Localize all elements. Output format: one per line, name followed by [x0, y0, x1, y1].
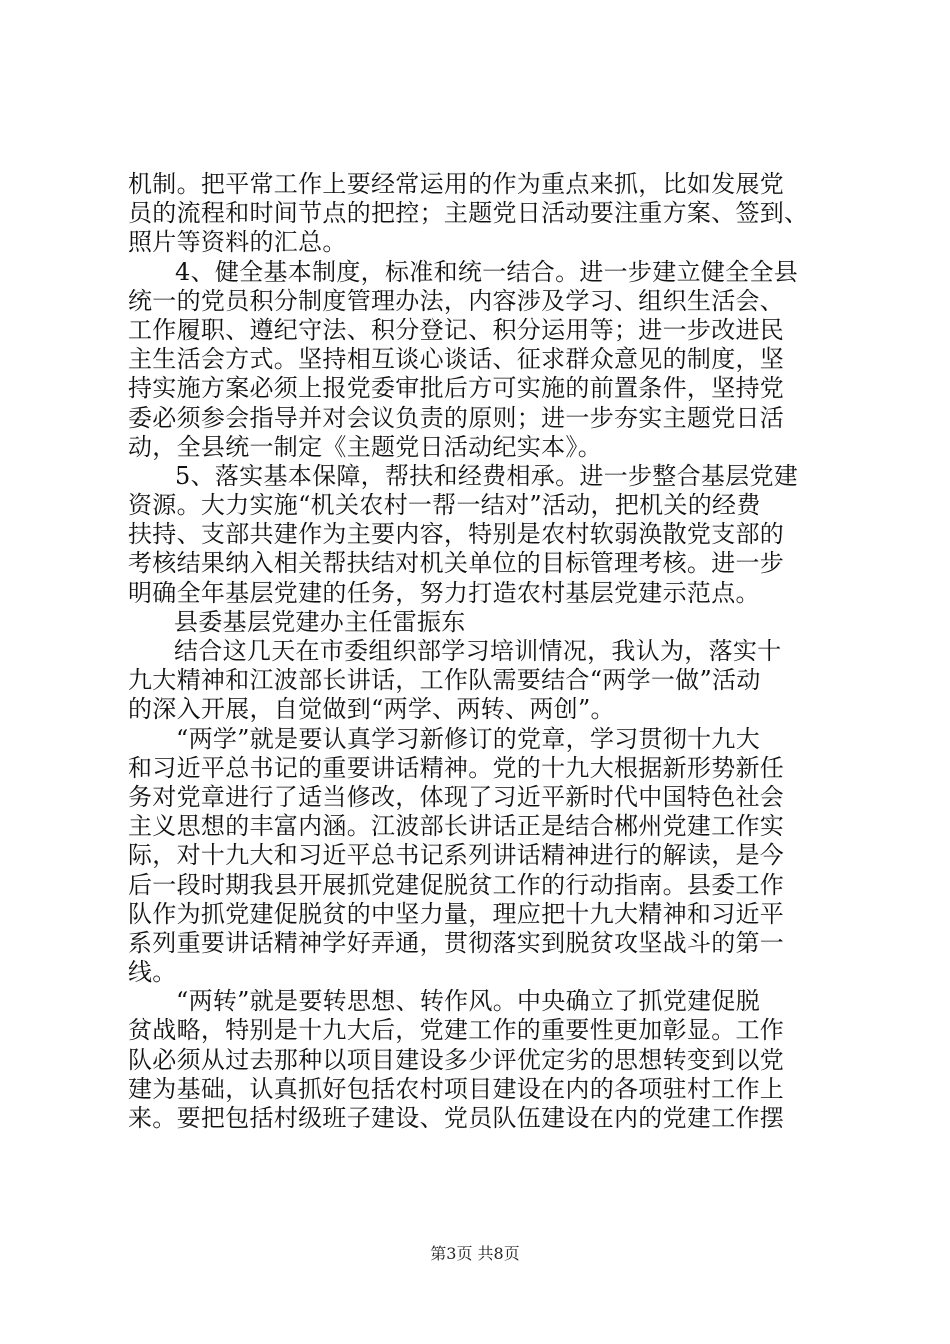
speaker-heading: 县委基层党建办主任雷振东 — [174, 607, 466, 636]
paragraph-start-line: 4、健全基本制度，标准和统一结合。进一步建立健全全县 — [175, 257, 799, 286]
text-line: 主生活会方式。坚持相互谈心谈话、征求群众意见的制度，坚 — [128, 345, 785, 374]
text-line: 扶持、支部共建作为主要内容，特别是农村软弱涣散党支部的 — [128, 520, 785, 549]
paragraph-start-line: 结合这几天在市委组织部学习培训情况，我认为，落实十 — [174, 637, 782, 665]
text-line: 队作为抓党建促脱贫的中坚力量，理应把十九大精神和习近平 — [128, 899, 785, 928]
paragraph-start-line: 5、落实基本保障，帮扶和经费相承。进一步整合基层党建 — [175, 461, 799, 490]
text-line: 主义思想的丰富内涵。江波部长讲话正是结合郴州党建工作实 — [128, 812, 785, 841]
paragraph-start-line: “两学”就是要认真学习新修订的党章，学习贯彻十九大 — [176, 724, 761, 753]
text-line: 照片等资料的汇总。 — [128, 228, 347, 257]
document-body — [128, 170, 828, 1133]
paragraph-start-line: “两转”就是要转思想、转作风。中央确立了抓党建促脱 — [176, 987, 761, 1016]
text-line: 明确全年基层党建的任务，努力打造农村基层党建示范点。 — [128, 578, 760, 607]
text-line: 系列重要讲话精神学好弄通，贯彻落实到脱贫攻坚战斗的第一 — [128, 928, 785, 957]
text-line: 际，对十九大和习近平总书记系列讲话精神进行的解读，是今 — [128, 841, 785, 870]
text-line: 线。 — [128, 958, 177, 987]
text-line: 和习近平总书记的重要讲话精神。党的十九大根据新形势新任 — [128, 753, 785, 782]
text-line: 资源。大力实施“机关农村一帮一结对”活动，把机关的经费 — [128, 491, 761, 520]
text-line: 委必须参会指导并对会议负责的原则；进一步夯实主题党日活 — [128, 403, 785, 432]
text-line: 贫战略，特别是十九大后，党建工作的重要性更加彰显。工作 — [128, 1016, 785, 1045]
text-line: 工作履职、遵纪守法、积分登记、积分运用等；进一步改进民 — [128, 315, 785, 344]
text-line: 机制。把平常工作上要经常运用的作为重点来抓，比如发展党 — [128, 170, 785, 198]
text-line: 考核结果纳入相关帮扶结对机关单位的目标管理考核。进一步 — [128, 549, 785, 578]
text-line: 后一段时期我县开展抓党建促脱贫工作的行动指南。县委工作 — [128, 870, 785, 899]
text-line: 员的流程和时间节点的把控；主题党日活动要注重方案、签到、 — [128, 199, 809, 228]
text-line: 的深入开展，自觉做到“两学、两转、两创”。 — [128, 695, 615, 724]
text-line: 务对党章进行了适当修改，体现了习近平新时代中国特色社会 — [128, 782, 785, 811]
text-line: 动，全县统一制定《主题党日活动纪实本》。 — [128, 432, 602, 461]
text-line: 统一的党员积分制度管理办法，内容涉及学习、组织生活会、 — [128, 286, 785, 315]
text-line: 建为基础，认真抓好包括农村项目建设在内的各项驻村工作上 — [128, 1074, 785, 1103]
text-line: 九大精神和江波部长讲话，工作队需要结合“两学一做”活动 — [128, 666, 761, 695]
text-line: 来。要把包括村级班子建设、党员队伍建设在内的党建工作摆 — [128, 1104, 785, 1132]
page-number-footer: 第3页 共8页 — [430, 1244, 520, 1263]
text-line: 持实施方案必须上报党委审批后方可实施的前置条件，坚持党 — [128, 374, 785, 403]
text-line: 队必须从过去那种以项目建设多少评优定劣的思想转变到以党 — [128, 1045, 785, 1074]
